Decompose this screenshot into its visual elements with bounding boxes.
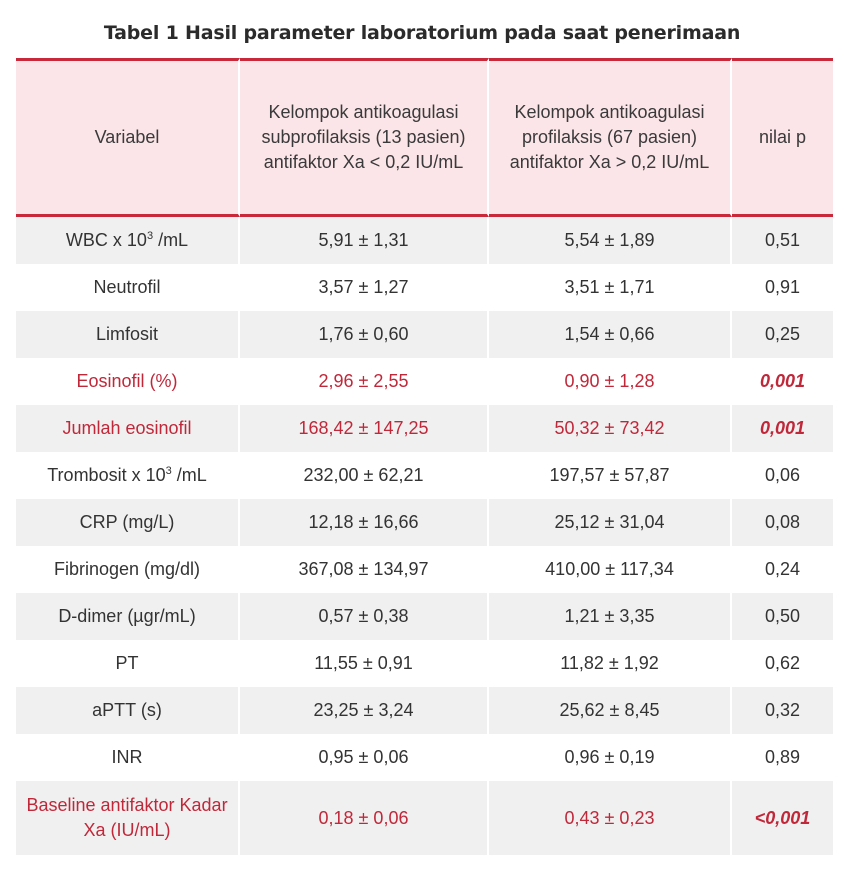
group1-value: 23,25 ± 3,24 — [240, 687, 489, 734]
group2-value: 410,00 ± 117,34 — [489, 546, 732, 593]
group2-value: 0,90 ± 1,28 — [489, 358, 732, 405]
group1-value: 3,57 ± 1,27 — [240, 264, 489, 311]
variable-cell: CRP (mg/L) — [16, 499, 240, 546]
header-variabel: Variabel — [16, 58, 240, 217]
group2-value: 1,21 ± 3,35 — [489, 593, 732, 640]
table-row — [16, 217, 833, 264]
group2-value: 3,51 ± 1,71 — [489, 264, 732, 311]
p-value: 0,62 — [732, 640, 833, 687]
p-value: 0,32 — [732, 687, 833, 734]
header-p-value: nilai p — [732, 58, 833, 217]
p-value: 0,25 — [732, 311, 833, 358]
lab-results-table — [16, 58, 833, 855]
group1-value: 1,76 ± 0,60 — [240, 311, 489, 358]
table-row-highlighted — [16, 405, 833, 452]
p-value: 0,08 — [732, 499, 833, 546]
p-value: 0,51 — [732, 217, 833, 264]
group2-value: 25,62 ± 8,45 — [489, 687, 732, 734]
table-title: Tabel 1 Hasil parameter laboratorium pada saat penerimaan — [103, 22, 741, 44]
variable-cell: WBC x $10^3$ /mL — [16, 217, 240, 264]
variable-cell: Jumlah eosinofil — [16, 405, 240, 452]
variable-cell: INR — [16, 734, 240, 781]
table-row — [16, 311, 833, 358]
table-row — [16, 499, 833, 546]
table-body — [16, 217, 833, 855]
p-value: 0,50 — [732, 593, 833, 640]
table-row — [16, 687, 833, 734]
p-value: 0,001 — [732, 405, 833, 452]
header-subprophylactic-group: Kelompok antikoagulasi subprofilaksis (13 pasien) antifaktor Xa < 0,2 IU/mL — [240, 58, 489, 217]
variable-cell: Trombosit x $10^3$ /mL — [16, 452, 240, 499]
table-row — [16, 264, 833, 311]
p-value: <0,001 — [732, 781, 833, 855]
table-row-highlighted — [16, 358, 833, 405]
group2-value: 0,43 ± 0,23 — [489, 781, 732, 855]
group1-value: 12,18 ± 16,66 — [240, 499, 489, 546]
group2-value: 197,57 ± 57,87 — [489, 452, 732, 499]
group1-value: 168,42 ± 147,25 — [240, 405, 489, 452]
variable-cell: Fibrinogen (mg/dl) — [16, 546, 240, 593]
group2-value: 0,96 ± 0,19 — [489, 734, 732, 781]
table-row-highlighted — [16, 781, 833, 855]
group2-value: 11,82 ± 1,92 — [489, 640, 732, 687]
variable-cell: D-dimer (µgr/mL) — [16, 593, 240, 640]
group1-value: 367,08 ± 134,97 — [240, 546, 489, 593]
group2-value: 1,54 ± 0,66 — [489, 311, 732, 358]
table-row — [16, 734, 833, 781]
group1-value: 5,91 ± 1,31 — [240, 217, 489, 264]
table-header — [16, 58, 833, 217]
group2-value: 5,54 ± 1,89 — [489, 217, 732, 264]
p-value: 0,06 — [732, 452, 833, 499]
group1-value: 0,18 ± 0,06 — [240, 781, 489, 855]
group1-value: 232,00 ± 62,21 — [240, 452, 489, 499]
group1-value: 0,57 ± 0,38 — [240, 593, 489, 640]
group1-value: 0,95 ± 0,06 — [240, 734, 489, 781]
header-row — [16, 58, 833, 217]
table-row — [16, 593, 833, 640]
variable-cell: Limfosit — [16, 311, 240, 358]
variable-cell: PT — [16, 640, 240, 687]
table-row — [16, 452, 833, 499]
table-row — [16, 640, 833, 687]
group2-value: 25,12 ± 31,04 — [489, 499, 732, 546]
variable-cell: aPTT (s) — [16, 687, 240, 734]
group1-value: 11,55 ± 0,91 — [240, 640, 489, 687]
header-prophylactic-group: Kelompok antikoagulasi profilaksis (67 pasien) antifaktor Xa > 0,2 IU/mL — [489, 58, 732, 217]
p-value: 0,001 — [732, 358, 833, 405]
variable-cell: Neutrofil — [16, 264, 240, 311]
group2-value: 50,32 ± 73,42 — [489, 405, 732, 452]
variable-cell: Baseline antifaktor Kadar Xa (IU/mL) — [16, 781, 240, 855]
variable-cell: Eosinofil (%) — [16, 358, 240, 405]
p-value: 0,24 — [732, 546, 833, 593]
group1-value: 2,96 ± 2,55 — [240, 358, 489, 405]
p-value: 0,91 — [732, 264, 833, 311]
table-row — [16, 546, 833, 593]
p-value: 0,89 — [732, 734, 833, 781]
